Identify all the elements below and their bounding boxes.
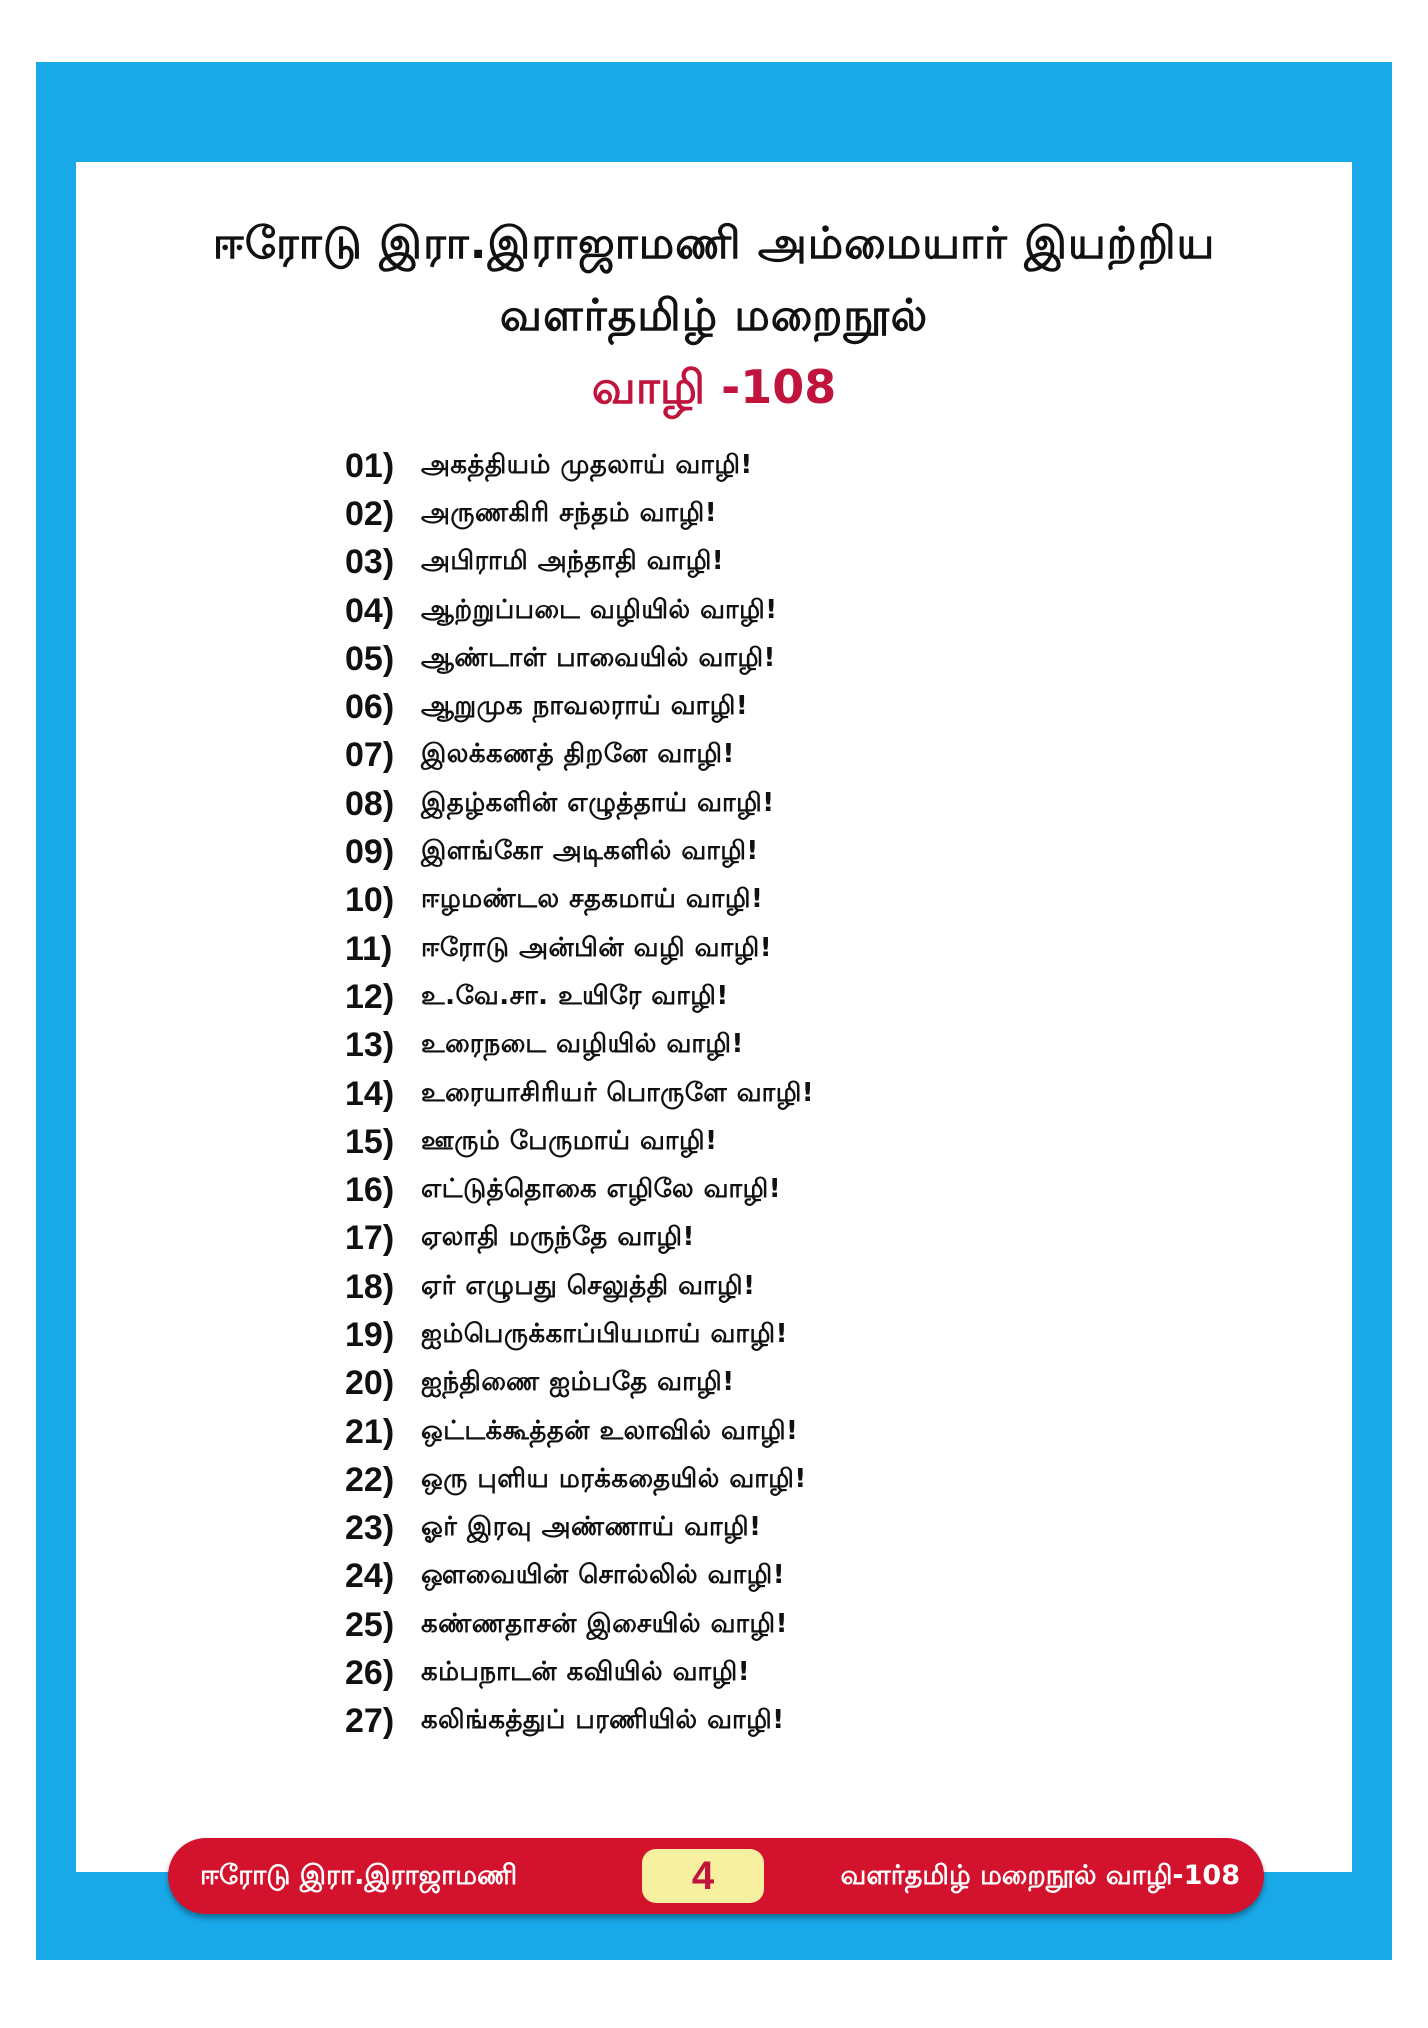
list-item [345, 442, 814, 490]
item-number: 05) [345, 639, 395, 678]
list-item [345, 1360, 814, 1408]
item-number: 15) [345, 1122, 395, 1161]
list-item [345, 1408, 814, 1456]
item-number: 16) [345, 1171, 395, 1210]
item-number: 26) [345, 1654, 395, 1693]
list-item [345, 1456, 814, 1504]
item-text: இதழ்களின் எழுத்தாய் வாழி! [421, 787, 775, 818]
item-text: அகத்தியம் முதலாய் வாழி! [421, 449, 753, 480]
list-item [345, 1505, 814, 1553]
item-text: ஈழமண்டல சதகமாய் வாழி! [421, 884, 764, 915]
page-frame [36, 62, 1392, 1960]
subtitle: வாழி -108 [591, 360, 837, 414]
item-number: 22) [345, 1460, 395, 1499]
item-number: 02) [345, 494, 395, 533]
item-text: ஒட்டக்கூத்தன் உலாவில் வாழி! [421, 1415, 799, 1446]
item-text: ஐந்திணை ஐம்பதே வாழி! [421, 1367, 735, 1398]
item-number: 17) [345, 1219, 395, 1258]
list-item [345, 1070, 814, 1118]
item-text: ஓர் இரவு அண்ணாய் வாழி! [421, 1512, 762, 1543]
item-number: 27) [345, 1702, 395, 1741]
footer-bar [168, 1838, 1264, 1914]
item-number: 07) [345, 736, 395, 775]
item-text: கண்ணதாசன் இசையில் வாழி! [421, 1608, 789, 1639]
page-number-badge: 4 [642, 1849, 764, 1903]
title-line-2: வளர்தமிழ் மறைநூல் [499, 290, 929, 341]
list-item [345, 683, 814, 731]
list-item [345, 1166, 814, 1214]
item-text: ஆறுமுக நாவலராய் வாழி! [421, 691, 749, 722]
footer-book-title: வளர்தமிழ் மறைநூல் வாழி-108 [840, 1860, 1240, 1891]
list-item [345, 1553, 814, 1601]
list-item [345, 1022, 814, 1070]
list-item [345, 1311, 814, 1359]
list-item [345, 732, 814, 780]
list-item [345, 828, 814, 876]
verse-list [345, 442, 814, 1746]
item-text: கம்பநாடன் கவியில் வாழி! [421, 1657, 751, 1688]
title-line-1: ஈரோடு இரா.இராஜாமணி அம்மையார் இயற்றிய [212, 218, 1216, 269]
item-number: 24) [345, 1557, 395, 1596]
item-number: 13) [345, 1026, 395, 1065]
item-text: ஏலாதி மருந்தே வாழி! [421, 1222, 695, 1253]
list-item [345, 635, 814, 683]
item-number: 14) [345, 1074, 395, 1113]
list-item [345, 490, 814, 538]
item-text: ஏர் எழுபது செலுத்தி வாழி! [421, 1270, 756, 1301]
item-text: இலக்கணத் திறனே வாழி! [421, 739, 735, 770]
item-text: ஆண்டாள் பாவையில் வாழி! [421, 642, 776, 673]
list-item [345, 1118, 814, 1166]
list-item [345, 1698, 814, 1746]
item-number: 09) [345, 833, 395, 872]
item-text: இளங்கோ அடிகளில் வாழி! [421, 836, 759, 867]
item-number: 03) [345, 543, 395, 582]
item-number: 20) [345, 1364, 395, 1403]
list-item [345, 1649, 814, 1697]
item-number: 18) [345, 1267, 395, 1306]
list-item [345, 973, 814, 1021]
item-text: ஊரும் பேருமாய் வாழி! [421, 1125, 718, 1156]
page-content [76, 162, 1352, 1872]
list-item [345, 587, 814, 635]
list-item [345, 1601, 814, 1649]
item-number: 12) [345, 977, 395, 1016]
item-text: ஐம்பெருக்காப்பியமாய் வாழி! [421, 1318, 788, 1349]
item-number: 06) [345, 688, 395, 727]
item-text: எட்டுத்தொகை எழிலே வாழி! [421, 1174, 782, 1205]
item-number: 10) [345, 881, 395, 920]
list-item [345, 780, 814, 828]
list-item [345, 925, 814, 973]
item-number: 25) [345, 1605, 395, 1644]
item-number: 19) [345, 1315, 395, 1354]
list-item [345, 1215, 814, 1263]
list-item [345, 539, 814, 587]
item-number: 01) [345, 446, 395, 485]
item-text: ஆற்றுப்படை வழியில் வாழி! [421, 594, 778, 625]
item-text: உ.வே.சா. உயிரே வாழி! [421, 980, 729, 1011]
footer-author: ஈரோடு இரா.இராஜாமணி [200, 1860, 518, 1891]
item-number: 08) [345, 784, 395, 823]
item-text: உரையாசிரியர் பொருளே வாழி! [421, 1077, 815, 1108]
list-item [345, 1263, 814, 1311]
item-number: 04) [345, 591, 395, 630]
item-text: ஒரு புளிய மரக்கதையில் வாழி! [421, 1463, 807, 1494]
item-text: அபிராமி அந்தாதி வாழி! [421, 546, 725, 577]
item-text: கலிங்கத்துப் பரணியில் வாழி! [421, 1705, 785, 1736]
item-text: ஔவையின் சொல்லில் வாழி! [421, 1560, 786, 1591]
list-item [345, 877, 814, 925]
item-text: அருணகிரி சந்தம் வாழி! [421, 497, 718, 528]
item-number: 23) [345, 1509, 395, 1548]
item-number: 21) [345, 1412, 395, 1451]
item-number: 11) [345, 929, 393, 968]
item-text: உரைநடை வழியில் வாழி! [421, 1029, 744, 1060]
item-text: ஈரோடு அன்பின் வழி வாழி! [421, 932, 773, 963]
